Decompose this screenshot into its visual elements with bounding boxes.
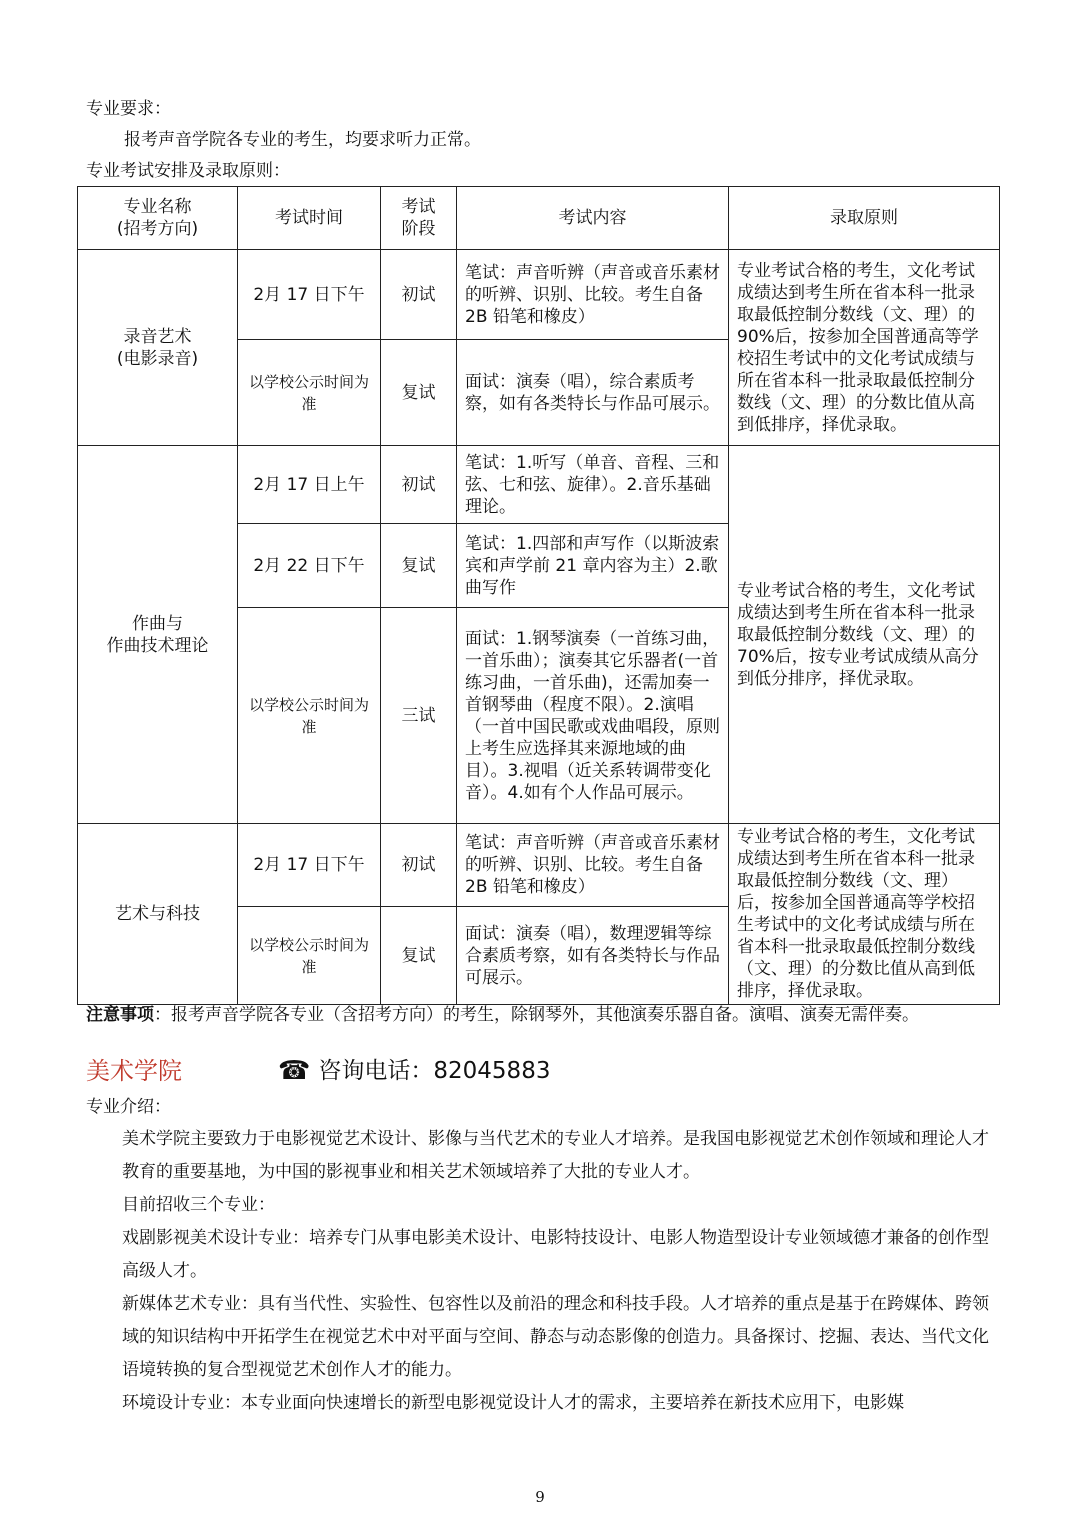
time-cell: 以学校公示时间为准: [238, 608, 381, 824]
notice-text: ：报考声音学院各专业（含招考方向）的考生，除钢琴外，其他演奏乐器自备。演唱、演奏无需伴奏。: [154, 1005, 919, 1025]
col-header-major: 专业名称 (招考方向): [78, 187, 238, 250]
intro-paragraph-4-text: 新媒体艺术专业：具有当代性、实验性、包容性以及前沿的理念和科技手段。人才培养的重点是基于在跨媒体、跨领域的知识结构中开拓学生在视觉艺术中对平面与空间、静态与动态影像的创造力。具备探讨、挖掘、表达、当代文化语境转换的复合型视觉艺术创作人才的能力。: [122, 1294, 989, 1380]
content-cell: 笔试：1.听写（单音、音程、三和弦、七和弦、旋律）。2.音乐基础理论。: [457, 446, 729, 524]
page-number: 9: [535, 1488, 545, 1506]
requirement-text: 报考声音学院各专业的考生，均要求听力正常。: [124, 130, 481, 150]
rule-cell: 专业考试合格的考生，文化考试成绩达到考生所在省本科一批录取最低控制分数线（文、理）的 90%后，按参加全国普通高等学校招生考试中的文化考试成绩与所在省本科一批录取最低控制分数线（文、理）的分数比值从高到低排序，择优录取。: [729, 250, 1000, 446]
content-cell: 面试：1.钢琴演奏（一首练习曲，一首乐曲）；演奏其它乐器者(一首练习曲，一首乐曲)，还需加奏一首钢琴曲（程度不限）。2.演唱（一首中国民歌或戏曲唱段，原则上考生应选择其来源地域的曲目）。3.视唱（近关系转调带变化音）。4.如有个人作品可展示。: [457, 608, 729, 824]
intro-paragraph-1-text: 美术学院主要致力于电影视觉艺术设计、影像与当代艺术的专业人才培养。是我国电影视觉艺术创作领域和理论人才教育的重要基地，为中国的影视事业和相关艺术领域培养了大批的专业人才。: [122, 1129, 989, 1182]
rule-cell: 专业考试合格的考生，文化考试成绩达到考生所在省本科一批录取最低控制分数线（文、理）后，按参加全国普通高等学校招生考试中的文化考试成绩与所在省本科一批录取最低控制分数线（文、理）的分数比值从高到低排序，择优录取。: [729, 824, 1000, 1005]
intro-paragraph-3-text: 戏剧影视美术设计专业：培养专门从事电影美术设计、电影特技设计、电影人物造型设计专业领域德才兼备的创作型高级人才。: [122, 1228, 989, 1281]
notice: [86, 1004, 919, 1026]
table-header-row: [78, 187, 1000, 250]
table-row: [78, 446, 1000, 524]
time-cell: 以学校公示时间为准: [238, 340, 381, 446]
major-cell: 作曲与 作曲技术理论: [78, 446, 238, 824]
intro-paragraph-2: [86, 1189, 1002, 1222]
intro-paragraph-4: [86, 1288, 1002, 1387]
stage-cell: 复试: [381, 340, 457, 446]
col-header-rule: 录取原则: [729, 187, 1000, 250]
telephone-icon: ☎: [278, 1056, 311, 1086]
time-cell: 2月 17 日上午: [238, 446, 381, 524]
phone-contact: [278, 1056, 550, 1086]
notice-label: 注意事项: [86, 1005, 154, 1025]
time-cell: 2月 17 日下午: [238, 250, 381, 340]
stage-cell: 三试: [381, 608, 457, 824]
time-cell: 以学校公示时间为准: [238, 907, 381, 1005]
content-cell: 面试：演奏（唱），综合素质考察，如有各类特长与作品可展示。: [457, 340, 729, 446]
content-cell: 笔试：声音听辨（声音或音乐素材的听辨、识别、比较。考生自备 2B 铅笔和橡皮）: [457, 250, 729, 340]
stage-cell: 复试: [381, 907, 457, 1005]
arrangement-title: 专业考试安排及录取原则：: [86, 161, 290, 181]
content-cell: 笔试：声音听辨（声音或音乐素材的听辨、识别、比较。考生自备 2B 铅笔和橡皮）: [457, 824, 729, 907]
major-cell: 艺术与科技: [78, 824, 238, 1005]
table-row: [78, 824, 1000, 907]
stage-cell: 复试: [381, 524, 457, 608]
intro-paragraph-3: [86, 1222, 1002, 1288]
requirement-title: 专业要求：: [86, 99, 171, 119]
intro-paragraph-1: [86, 1123, 1002, 1189]
rule-cell: 专业考试合格的考生，文化考试成绩达到考生所在省本科一批录取最低控制分数线（文、理）的 70%后，按专业考试成绩从高分到低分排序，择优录取。: [729, 446, 1000, 824]
section-title-fine-arts: 美术学院: [86, 1057, 182, 1085]
content-cell: 面试：演奏（唱），数理逻辑等综合素质考察，如有各类特长与作品可展示。: [457, 907, 729, 1005]
stage-cell: 初试: [381, 824, 457, 907]
table-row: [78, 250, 1000, 340]
stage-cell: 初试: [381, 446, 457, 524]
intro-paragraph-2-text: 目前招收三个专业：: [122, 1195, 275, 1215]
phone-label: 咨询电话：82045883: [318, 1058, 551, 1084]
stage-cell: 初试: [381, 250, 457, 340]
intro-paragraph-5: [86, 1387, 1002, 1420]
time-cell: 2月 22 日下午: [238, 524, 381, 608]
col-header-content: 考试内容: [457, 187, 729, 250]
content-cell: 笔试：1.四部和声写作（以斯波索宾和声学前 21 章内容为主）2.歌曲写作: [457, 524, 729, 608]
intro-title: 专业介绍：: [86, 1097, 171, 1117]
exam-table: [77, 186, 1000, 1005]
time-cell: 2月 17 日下午: [238, 824, 381, 907]
intro-paragraph-5-text: 环境设计专业：本专业面向快速增长的新型电影视觉设计人才的需求，主要培养在新技术应用下，电影媒: [122, 1393, 904, 1413]
col-header-stage: 考试 阶段: [381, 187, 457, 250]
col-header-time: 考试时间: [238, 187, 381, 250]
major-cell: 录音艺术 (电影录音): [78, 250, 238, 446]
